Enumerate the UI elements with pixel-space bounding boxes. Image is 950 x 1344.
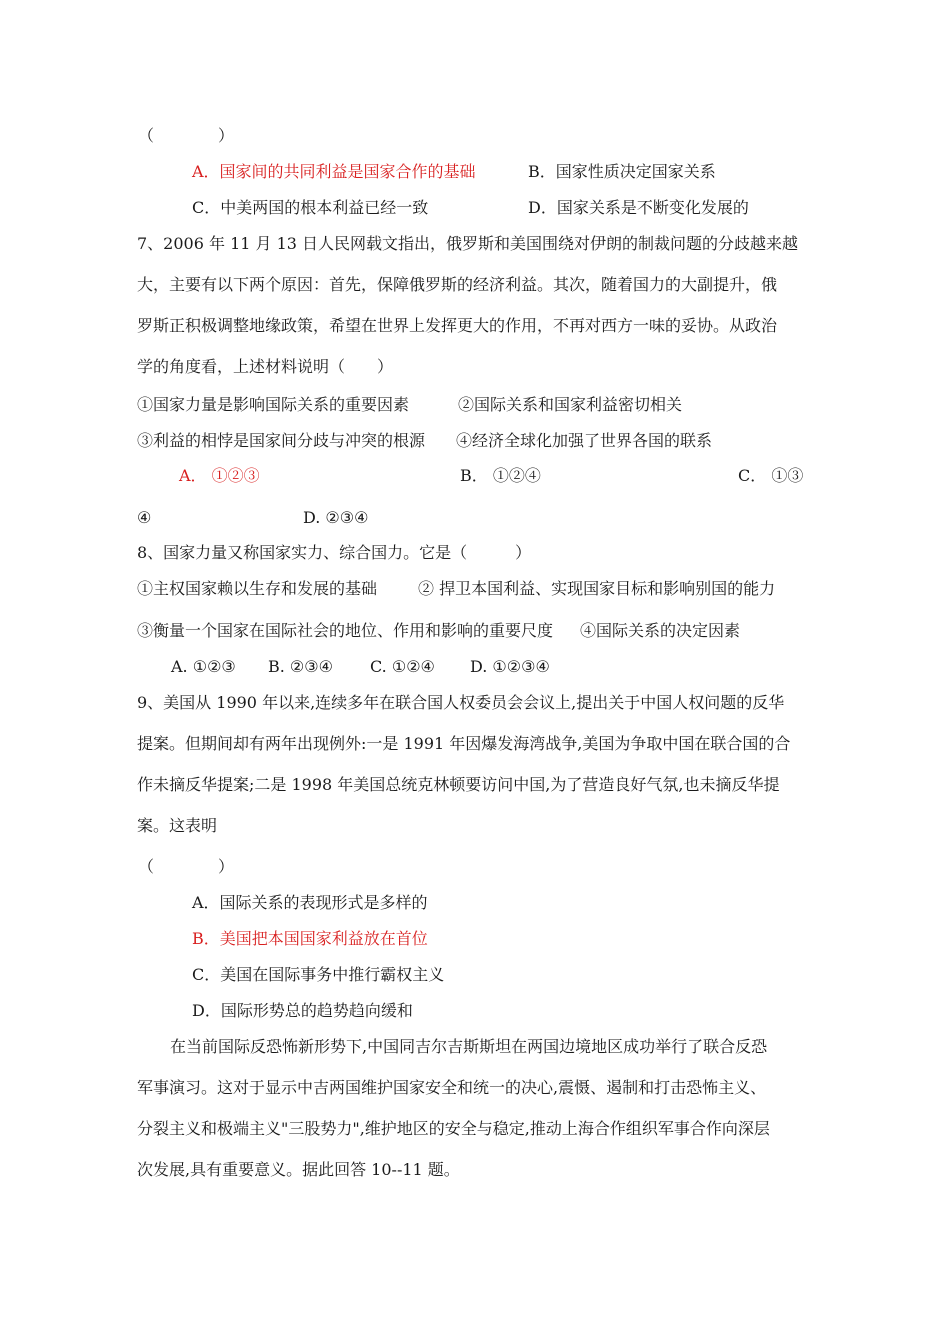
q7-option-b: B． ①②④ xyxy=(460,466,541,485)
q7-stem-3: 罗斯正积极调整地缘政策，希望在世界上发挥更大的作用，不再对西方一味的妥协。从政治 xyxy=(137,316,778,335)
q7-stem-2: 大，主要有以下两个原因：首先，保障俄罗斯的经济利益。其次，随着国力的大副提升，俄 xyxy=(137,275,778,294)
q7-item-1: ①国家力量是影响国际关系的重要因素 xyxy=(137,395,410,414)
passage-line-2: 军事演习。这对于显示中吉两国维护国家安全和统一的决心,震慑、遏制和打击恐怖主义、 xyxy=(137,1078,767,1097)
q9-option-d: D．国际形势总的趋势趋向缓和 xyxy=(192,1001,413,1020)
q8-item-2: ② 捍卫本国利益、实现国家目标和影响别国的能力 xyxy=(418,579,776,598)
q9-stem-2: 提案。但期间却有两年出现例外:一是 1991 年因爆发海湾战争,美国为争取中国在联合国的合 xyxy=(137,734,791,753)
q7-option-a: A． ①②③ xyxy=(179,466,260,485)
passage-line-1: 在当前国际反恐怖新形势下,中国同吉尔吉斯斯坦在两国边境地区成功举行了联合反恐 xyxy=(170,1037,768,1056)
q8-option-c: C. ①②④ xyxy=(370,657,435,676)
q9-option-c: C．美国在国际事务中推行霸权主义 xyxy=(192,965,445,984)
passage-line-4: 次发展,具有重要意义。据此回答 10--11 题。 xyxy=(137,1160,460,1179)
q8-item-3: ③衡量一个国家在国际社会的地位、作用和影响的重要尺度 xyxy=(137,621,554,640)
q6-option-b: B．国家性质决定国家关系 xyxy=(528,162,716,181)
q7-option-c: C． ①③ xyxy=(738,466,804,485)
q9-stem-1: 9、美国从 1990 年以来,连续多年在联合国人权委员会会议上,提出关于中国人权问题的反华 xyxy=(137,693,785,712)
q9-option-a: A．国际关系的表现形式是多样的 xyxy=(192,893,428,912)
q9-stem-4: 案。这表明 xyxy=(137,816,218,835)
q7-stem-1: 7、2006 年 11 月 13 日人民网载文指出，俄罗斯和美国围绕对伊朗的制裁问题的分歧越来越 xyxy=(137,234,799,253)
q8-option-a: A. ①②③ xyxy=(171,657,236,676)
q7-option-c-continued: ④ xyxy=(137,508,152,527)
q9-option-b: B．美国把本国国家利益放在首位 xyxy=(192,929,428,948)
q7-option-d: D. ②③④ xyxy=(303,508,369,527)
q6-option-c: C．中美两国的根本利益已经一致 xyxy=(192,198,429,217)
q8-stem: 8、国家力量又称国家实力、综合国力。它是（ ） xyxy=(137,543,532,562)
q7-item-2: ②国际关系和国家利益密切相关 xyxy=(458,395,683,414)
q9-stem-3: 作未摘反华提案;二是 1998 年美国总统克林顿要访问中国,为了营造良好气氛,也未摘反华提 xyxy=(137,775,780,794)
q8-option-d: D. ①②③④ xyxy=(470,657,550,676)
q9-paren: （ ） xyxy=(138,857,235,876)
q8-item-1: ①主权国家赖以生存和发展的基础 xyxy=(137,579,378,598)
q6-paren: （ ） xyxy=(138,126,235,145)
q8-option-b: B. ②③④ xyxy=(268,657,333,676)
q7-item-3: ③利益的相悖是国家间分歧与冲突的根源 xyxy=(137,431,426,450)
q6-option-d: D．国家关系是不断变化发展的 xyxy=(528,198,749,217)
q7-item-4: ④经济全球化加强了世界各国的联系 xyxy=(456,431,713,450)
passage-line-3: 分裂主义和极端主义"三股势力",维护地区的安全与稳定,推动上海合作组织军事合作向深层 xyxy=(137,1119,770,1138)
q8-item-4: ④国际关系的决定因素 xyxy=(580,621,741,640)
q6-option-a: A．国家间的共同利益是国家合作的基础 xyxy=(192,162,476,181)
q7-stem-4: 学的角度看，上述材料说明（ ） xyxy=(137,357,394,376)
